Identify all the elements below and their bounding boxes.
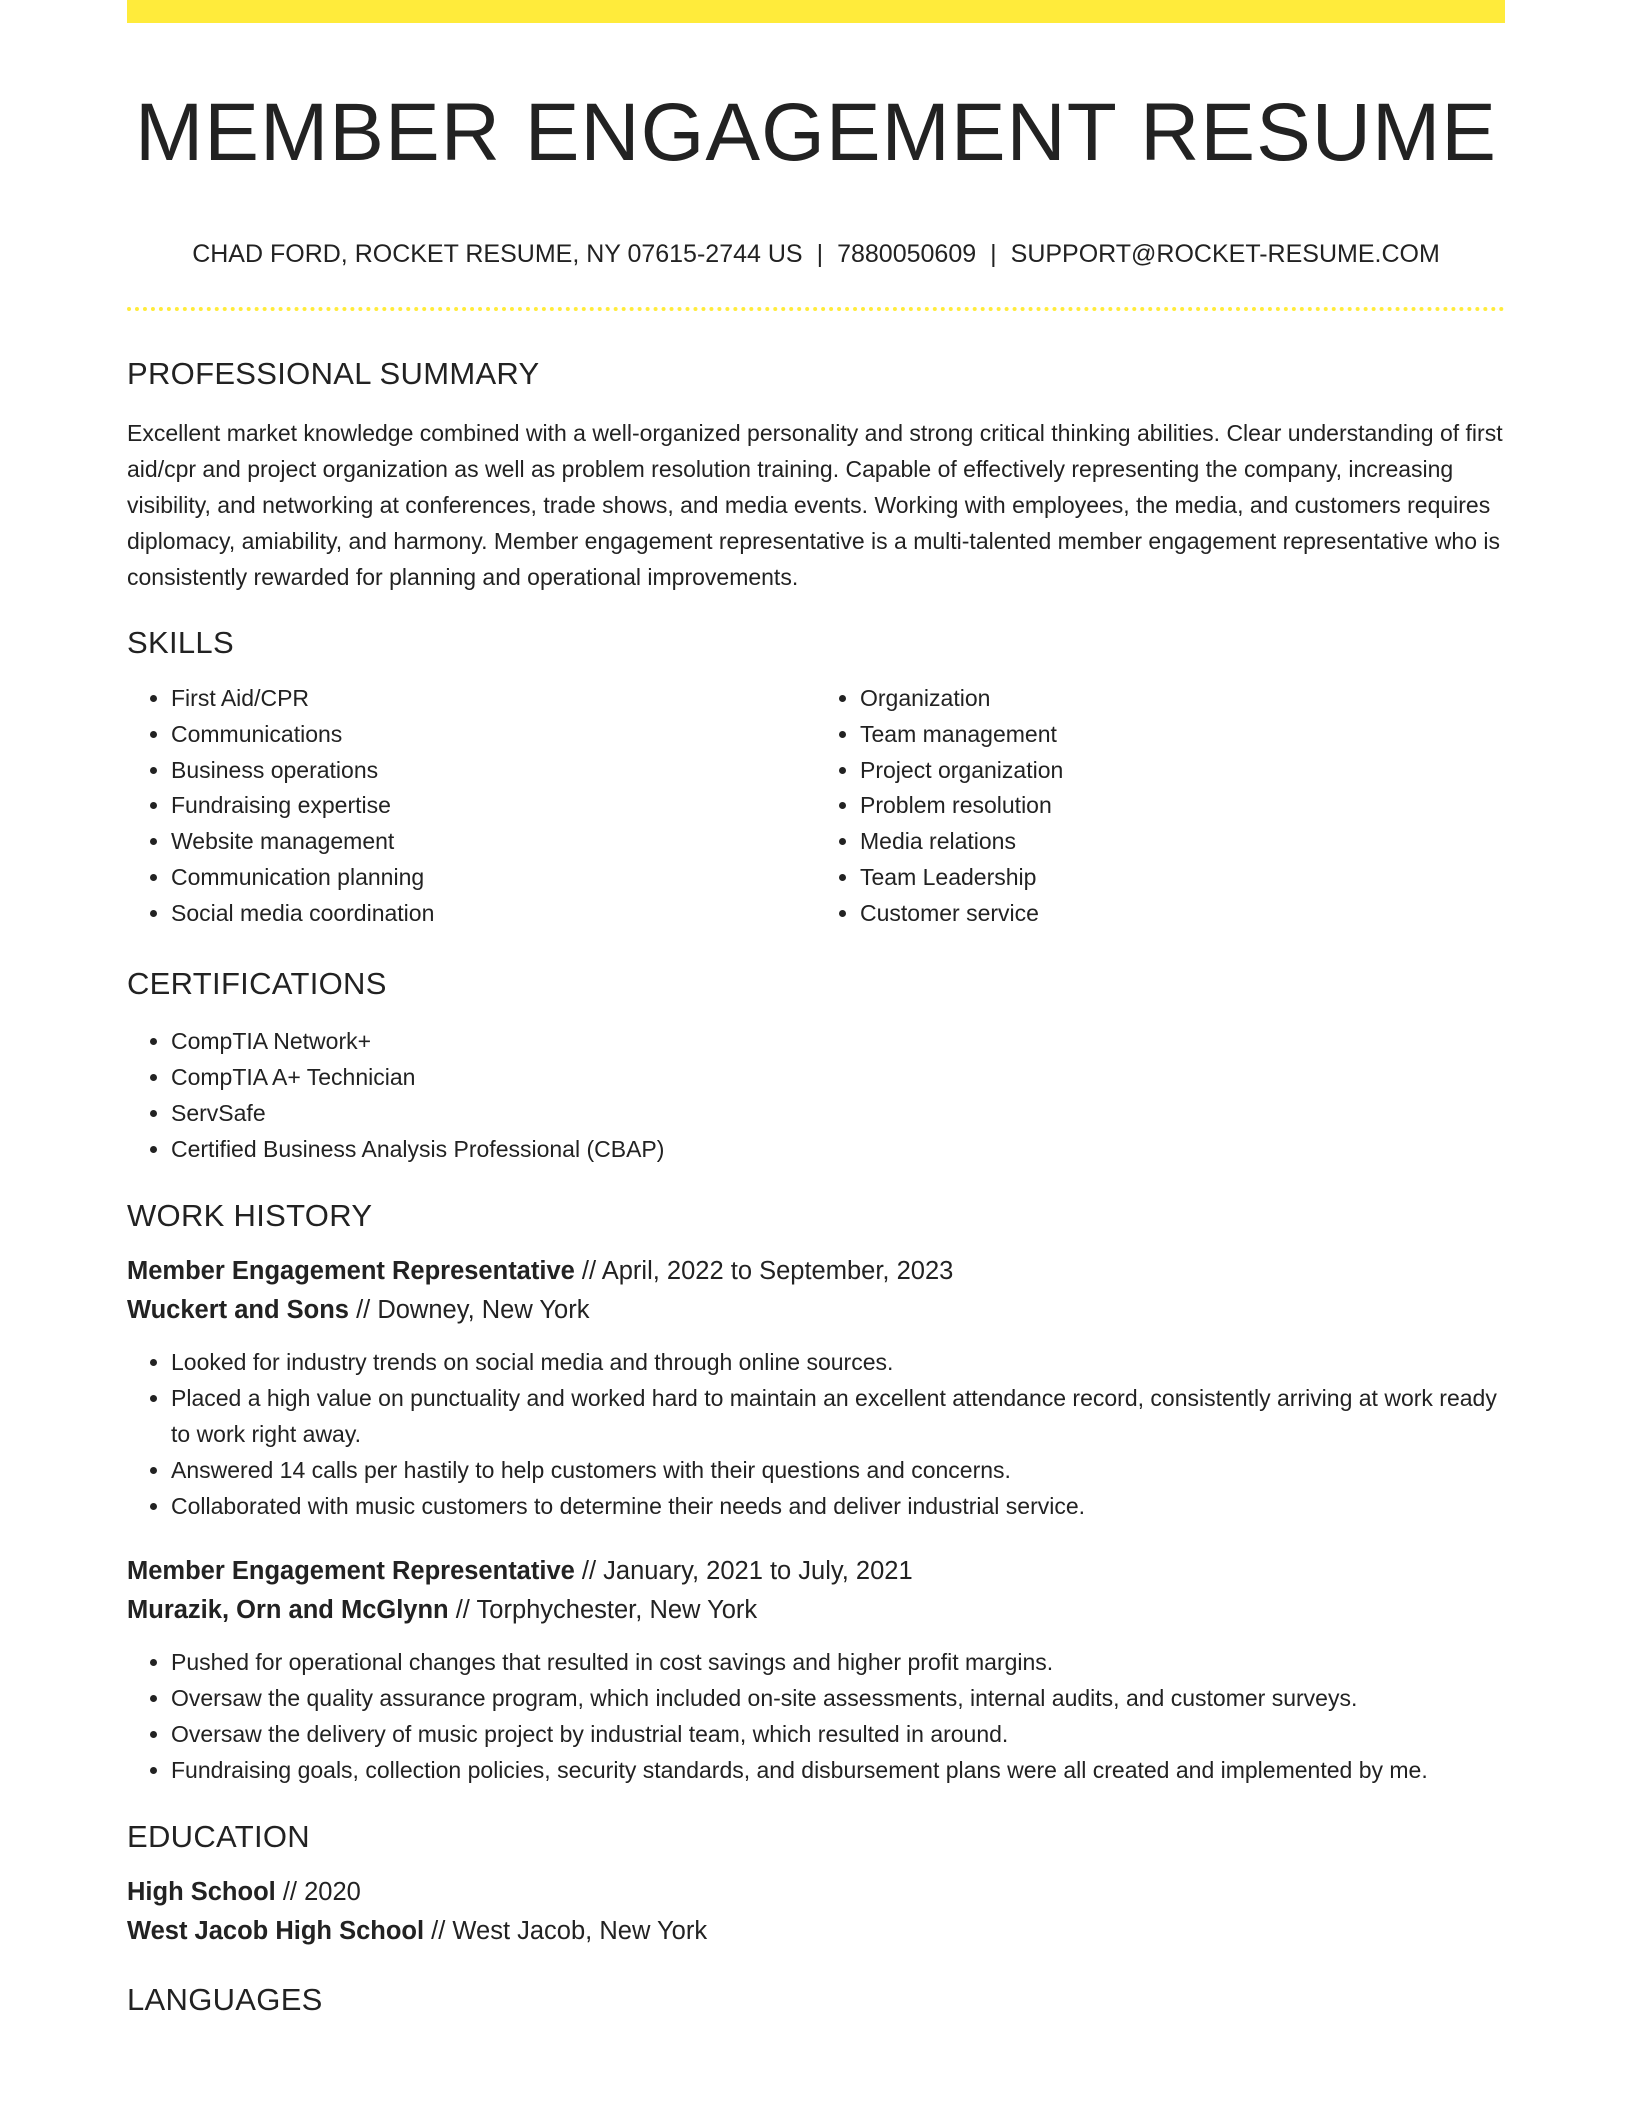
contact-separator: | [990,240,997,268]
skill-item: • Problem resolution [860,788,1505,824]
education-school: West Jacob High School [127,1916,425,1945]
job-company-line [127,1591,1505,1630]
job-company: Murazik, Orn and McGlynn [127,1595,449,1624]
skill-item: • Social media coordination [171,896,816,932]
skill-item: • Fundraising expertise [171,788,816,824]
skills-column-left [127,681,816,932]
work-history-heading: WORK HISTORY [127,1197,373,1233]
skill-item: • Team management [860,717,1505,753]
education-degree: High School [127,1877,276,1906]
job-duty-item: • Oversaw the quality assurance program, which included on-site assessments, internal audits, and customer surveys. [171,1680,1505,1716]
education-school-line [127,1912,1505,1951]
skill-item: • Communication planning [171,860,816,896]
skills-column-right [816,681,1505,932]
education-year: // 2020 [275,1877,361,1906]
job-duty-item: • Collaborated with music customers to determine their needs and deliver industrial service. [171,1488,1505,1524]
job-title-line [127,1252,1505,1291]
job-duty-item: • Looked for industry trends on social media and through online sources. [171,1344,1505,1380]
skill-item: • Customer service [860,896,1505,932]
certification-item: • CompTIA A+ Technician [171,1059,1505,1095]
skills-heading: SKILLS [127,625,234,660]
languages-heading: LANGUAGES [127,1981,323,2017]
resume-title: MEMBER ENGAGEMENT RESUME [135,87,1497,178]
accent-top-bar [127,0,1505,23]
education-location: // West Jacob, New York [424,1916,708,1945]
dotted-divider [127,307,1505,311]
skills-list-right [816,681,1505,932]
job-entry [127,1252,1505,1524]
job-dates: // January, 2021 to July, 2021 [574,1556,913,1585]
contact-address: CHAD FORD, ROCKET RESUME, NY 07615-2744 US [192,240,803,268]
job-duties-list [127,1644,1505,1788]
contact-phone: 7880050609 [837,240,977,268]
skill-item: • Organization [860,681,1505,717]
job-location: // Torphychester, New York [448,1595,758,1624]
skill-item: • Media relations [860,824,1505,860]
summary-text: Excellent market knowledge combined with a well-organized personality and strong critical thinking abilities. Clear understanding of first aid/cpr and project organization as well as problem resolution training. Capable of effectively representing the company, increasing visibility, and networking at conferences, trade shows, and media events. Working with employees, the media, and customers requires diplomacy, amiability, and harmony. Member engagement representative is a multi-talented member engagement representative who is consistently rewarded for planning and operational improvements. [127,420,1503,590]
education-degree-line [127,1873,1505,1912]
job-title: Member Engagement Representative [127,1556,575,1585]
skill-item: • Communications [171,717,816,753]
skill-item: • Team Leadership [860,860,1505,896]
job-duty-item: • Answered 14 calls per hastily to help customers with their questions and concerns. [171,1452,1505,1488]
skill-item: • Project organization [860,753,1505,789]
job-entry [127,1552,1505,1788]
skills-list-left [127,681,816,932]
job-duty-item: • Pushed for operational changes that resulted in cost savings and higher profit margins. [171,1644,1505,1680]
job-dates: // April, 2022 to September, 2023 [574,1256,954,1285]
education-heading: EDUCATION [127,1818,310,1854]
skill-item: • Business operations [171,753,816,789]
contact-email: SUPPORT@ROCKET-RESUME.COM [1010,240,1440,268]
skill-item: • First Aid/CPR [171,681,816,717]
certification-item: • Certified Business Analysis Professional (CBAP) [171,1131,1505,1167]
job-duty-item: • Oversaw the delivery of music project by industrial team, which resulted in around. [171,1716,1505,1752]
job-duty-item: • Placed a high value on punctuality and worked hard to maintain an excellent attendance record, consistently arriving at work ready to work right away. [171,1380,1505,1452]
certification-item: • CompTIA Network+ [171,1023,1505,1059]
certifications-list [127,1023,1505,1167]
job-duties-list [127,1344,1505,1524]
skills-grid [127,681,1505,932]
job-title-line [127,1552,1505,1591]
summary-heading: PROFESSIONAL SUMMARY [127,356,540,391]
certification-item: • ServSafe [171,1095,1505,1131]
certifications-heading: CERTIFICATIONS [127,965,387,1001]
skill-item: • Website management [171,824,816,860]
job-company-line [127,1291,1505,1330]
job-title: Member Engagement Representative [127,1256,575,1285]
job-location: // Downey, New York [349,1295,590,1324]
contact-line [127,239,1505,269]
job-duty-item: • Fundraising goals, collection policies, security standards, and disbursement plans were all created and implemented by me. [171,1752,1505,1788]
contact-separator: | [816,240,824,268]
job-company: Wuckert and Sons [127,1295,349,1324]
